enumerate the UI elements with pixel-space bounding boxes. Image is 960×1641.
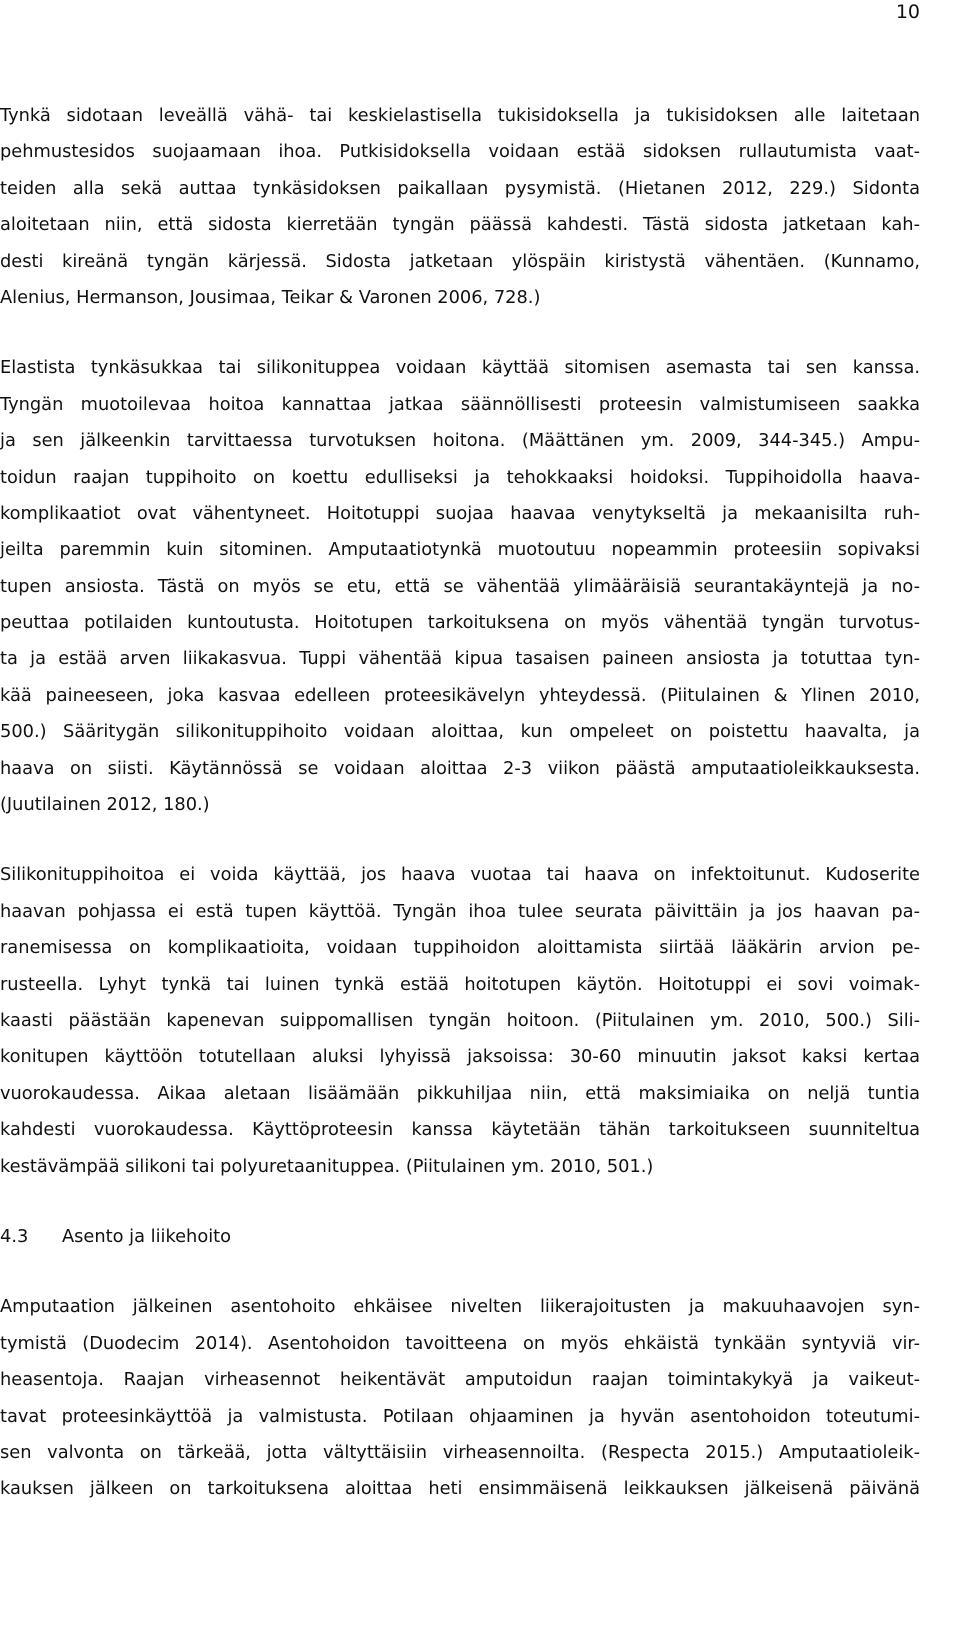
text-line: pehmustesidos suojaamaan ihoa. Putkisidoksella voidaan estää sidoksen rullautumista vaat- [0,141,920,163]
text-line: Tyngän muotoilevaa hoitoa kannattaa jatkaa säännöllisesti proteesin valmistumiseen saakka [0,393,920,415]
section-heading [0,1219,920,1255]
text-line: teiden alla sekä auttaa tynkäsidoksen paikallaan pysymistä. (Hietanen 2012, 229.) Sidonta [0,177,920,199]
text-line: peuttaa potilaiden kuntoutusta. Hoitotupen tarkoituksena on myös vähentää tyngän turvotus- [0,612,920,634]
text-line: heasentoja. Raajan virheasennot heikentävät amputoidun raajan toimintakykyä ja vaikeut- [0,1369,920,1391]
text-line: Elastista tynkäsukkaa tai silikonituppea voidaan käyttää sitomisen asemasta tai sen kanssa. [0,357,920,379]
text-line: desti kireänä tyngän kärjessä. Sidosta jatketaan ylöspäin kiristystä vähentäen. (Kunnamo, [0,250,920,272]
text-line: haavan pohjassa ei estä tupen käyttöä. Tyngän ihoa tulee seurata päivittäin ja jos haavan pa- [0,900,920,922]
text-line: kää paineeseen, joka kasvaa edelleen proteesikävelyn yhteydessä. (Piitulainen & Ylinen 2010, [0,684,920,706]
text-line: aloitetaan niin, että sidosta kierretään tyngän päässä kahdesti. Tästä sidosta jatketaan kah- [0,214,920,236]
text-line: tupen ansiosta. Tästä on myös se etu, että se vähentää ylimääräisiä seurantakäyntejä ja no- [0,575,920,597]
text-line: Amputaation jälkeinen asentohoito ehkäisee nivelten liikerajoitusten ja makuuhaavojen syn- [0,1296,920,1318]
paragraph-1 [0,98,920,316]
paragraph-gap [0,316,920,350]
paragraph-gap [0,1255,920,1289]
text-line: Silikonituppihoitoa ei voida käyttää, jos haava vuotaa tai haava on infektoitunut. Kudoserite [0,864,920,886]
text-line: Tynkä sidotaan leveällä vähä- tai keskielastisella tukisidoksella ja tukisidoksen alle laitetaan [0,105,920,126]
text-line: tavat proteesinkäyttöä ja valmistusta. Potilaan ohjaaminen ja hyvän asentohoidon toteutumi- [0,1405,920,1427]
paragraph-2 [0,350,920,823]
section-number: 4.3 [0,1225,29,1247]
text-line: kauksen jälkeen on tarkoituksena aloittaa heti ensimmäisenä leikkauksen jälkeisenä päivänä [0,1478,920,1500]
text-line: kahdesti vuorokaudessa. Käyttöproteesin kanssa käytetään tähän tarkoitukseen suunniteltua [0,1119,920,1141]
text-line: konitupen käyttöön totutellaan aluksi lyhyissä jaksoissa: 30-60 minuutin jaksot kaksi kertaa [0,1046,920,1068]
text-line: rusteella. Lyhyt tynkä tai luinen tynkä estää hoitotupen käytön. Hoitotuppi ei sovi voimak- [0,973,920,995]
text-line: jeilta paremmin kuin sitominen. Amputaatiotynkä muotoutuu nopeammin proteesiin sopivaksi [0,539,920,561]
paragraph-3 [0,857,920,1185]
text-line: sen valvonta on tärkeää, jotta vältyttäisiin virheasennoilta. (Respecta 2015.) Amputaatioleik- [0,1441,920,1463]
text-line: Alenius, Hermanson, Jousimaa, Teikar & Varonen 2006, 728.) [0,286,541,308]
text-line: ranemisessa on komplikaatioita, voidaan tuppihoidon aloittamista siirtää lääkärin arvion pe- [0,937,920,959]
paragraph-gap [0,823,920,857]
text-line: haava on siisti. Käytännössä se voidaan aloittaa 2-3 viikon päästä amputaatioleikkauksesta. [0,757,920,779]
text-line: tymistä (Duodecim 2014). Asentohoidon tavoitteena on myös ehkäistä tynkään syntyviä vir- [0,1332,920,1354]
document-body [0,98,920,1508]
text-line: komplikaatiot ovat vähentyneet. Hoitotuppi suojaa haavaa venytykseltä ja mekaanisilta ruh- [0,502,920,524]
text-line: toidun raajan tuppihoito on koettu edulliseksi ja tehokkaaksi hoidoksi. Tuppihoidolla haava- [0,466,920,488]
text-line: 500.) Sääritygän silikonituppihoito voidaan aloittaa, kun ompeleet on poistettu haavalta, ja [0,721,920,743]
text-line: ta ja estää arven liikakasvua. Tuppi vähentää kipua tasaisen paineen ansiosta ja totuttaa tyn- [0,648,920,670]
text-line: kaasti päästään kapenevan suippomallisen tyngän hoitoon. (Piitulainen ym. 2010, 500.) Sili- [0,1009,920,1031]
page-number: 10 [895,1,920,23]
text-line: kestävämpää silikoni tai polyuretaanituppea. (Piitulainen ym. 2010, 501.) [0,1155,654,1177]
section-title: Asento ja liikehoito [62,1225,231,1247]
paragraph-gap [0,1185,920,1219]
section-paragraph [0,1289,920,1507]
text-line: ja sen jälkeenkin tarvittaessa turvotuksen hoitona. (Määttänen ym. 2009, 344-345.) Ampu- [0,430,920,452]
text-line: vuorokaudessa. Aikaa aletaan lisäämään pikkuhiljaa niin, että maksimiaika on neljä tuntia [0,1082,920,1104]
text-line: (Juutilainen 2012, 180.) [0,794,210,816]
